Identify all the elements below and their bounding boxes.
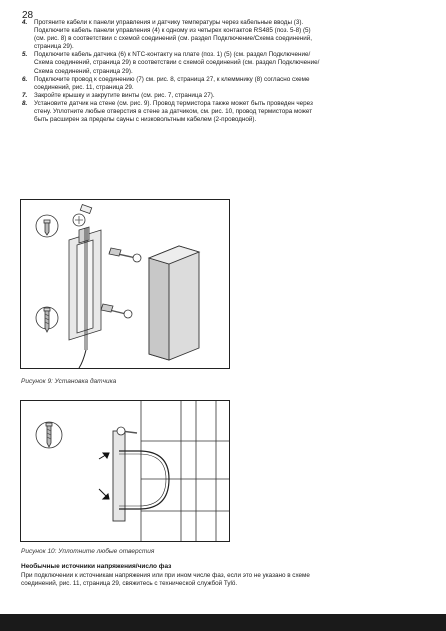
step-text: Закройте крышку и закрутите винты (см. рис. 7, страница 27). — [34, 91, 215, 99]
sensor-installation-drawing — [21, 200, 229, 368]
section-body: При подключении к источникам напряжения или при ином числе фаз, если это не указано в схеме соединений, рис. 11, страница 29, свяжитесь с технической службой Tylö. — [21, 571, 310, 587]
page-number: 28 — [22, 10, 34, 21]
step-item — [22, 51, 322, 75]
step-item — [22, 100, 322, 124]
step-number: 8. — [22, 99, 28, 107]
step-item — [22, 19, 322, 51]
figure-caption: Рисунок 9: Установка датчика — [21, 378, 117, 385]
step-item — [22, 76, 322, 92]
unusual-voltage-section — [21, 563, 321, 588]
page-footer-bar — [0, 614, 446, 631]
installation-steps — [22, 19, 322, 124]
figure-caption: Рисунок 10: Уплотните любые отверстия — [21, 548, 155, 555]
step-text: Подключите провод к соединению (7) см. рис. 8, страница 27, к клеммнику (8) согласно схеме соединений, рис. 11, страница 29. — [34, 75, 310, 91]
step-number: 4. — [22, 19, 28, 26]
step-number: 6. — [22, 75, 28, 83]
step-number: 5. — [22, 51, 28, 59]
step-text: Протяните кабели к панели управления и датчику температуры через кабельные вводы (3). Подключите кабель панели управления (4) к одному из четырех контактов RS485 (поз. 5-8) (5) (см. рис. 8) в соответствии с схемой соединений (см. раздел Подключение/Схема соединений, страница 29). — [34, 19, 312, 51]
step-text: Установите датчик на стене (см. рис. 9). Провод термистора также может быть проведен через стену. Уплотните любые отверстия в стене за датчиком, см. рис. 10, провод термистора может быть расширен за пределы сауны с низковольтным кабелем (2-проводной). — [34, 99, 313, 124]
figure-seal-holes — [20, 400, 230, 542]
seal-holes-drawing — [21, 401, 229, 541]
step-item — [22, 92, 322, 100]
figure-sensor-installation — [20, 199, 230, 369]
step-number: 7. — [22, 91, 28, 99]
section-title: Необычные источники напряжения/число фаз — [21, 563, 172, 570]
step-text: Подключите кабель датчика (6) к NTC-контакту на плате (поз. 1) (5) (см. раздел Подключение/Схема соединений, страница 29) в соответствии с схемой соединений (см. раздел Подключение/Схема соединений, страница 29). — [34, 51, 320, 75]
